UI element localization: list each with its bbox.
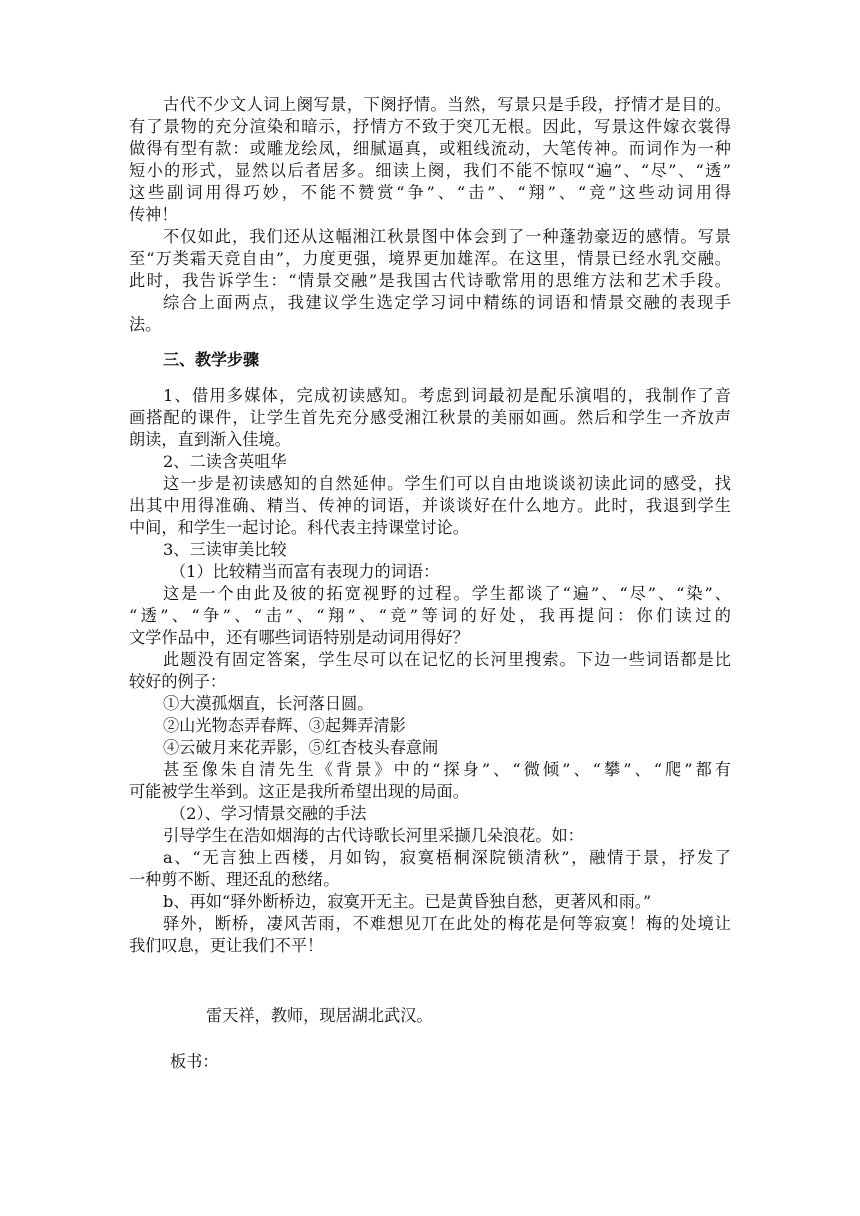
paragraph-line: 出其中用得准确、精当、传神的词语，并谈谈好在什么地方。此时，我退到学生 [129,496,731,515]
paragraph-line: 这些副词用得巧妙，不能不赞赏“争”、“击”、“翔”、“竞”这些动词用得 [129,183,731,202]
paragraph-line: 1、借用多媒体，完成初读感知。考虑到词最初是配乐演唱的，我制作了音 [163,386,731,405]
paragraph-line: 此时，我告诉学生：“情景交融”是我国古代诗歌常用的思维方法和艺术手段。 [129,271,731,290]
paragraph-line: ①大漠孤烟直，长河落日圆。 [163,694,374,713]
paragraph-line: 法。 [129,315,162,334]
paragraph-line: “透”、“争”、“击”、“翔”、“竞”等词的好处，我再提问：你们读过的 [129,606,731,625]
blackboard-label: 板书： [170,1052,219,1071]
paragraph-line: b、再如“驿外断桥边，寂寞开无主。已是黄昏独自愁，更著风和雨。” [163,892,652,911]
paragraph-line: 这是一个由此及彼的拓宽视野的过程。学生都谈了“遍”、“尽”、“染”、 [163,584,731,603]
paragraph-line: ②山光物态弄春辉、③起舞弄清影 [163,716,406,735]
paragraph-line: 朗读，直到渐入佳境。 [129,430,291,449]
paragraph-line: a、“无言独上西楼，月如钩，寂寞梧桐深院锁清秋”，融情于景，抒发了 [163,848,731,867]
section-heading: 三、教学步骤 [163,350,260,369]
paragraph-line: 短小的形式，显然以后者居多。细读上阕，我们不能不惊叹“遍”、“尽”、“透” [129,161,731,180]
paragraph-line: 文学作品中，还有哪些词语特别是动词用得好？ [129,628,469,647]
paragraph-line: ④云破月来花弄影，⑤红杏枝头春意闹 [163,738,439,757]
paragraph-line: 引导学生在浩如烟海的古代诗歌长河里采撷几朵浪花。如： [163,826,584,845]
paragraph-line: 中间，和学生一起讨论。科代表主持课堂讨论。 [129,518,469,537]
paragraph-line: 此题没有固定答案，学生尽可以在记忆的长河里搜索。下边一些词语都是比 [163,650,731,669]
paragraph-line: 我们叹息，更让我们不平！ [129,936,324,955]
paragraph-line: 2、二读含英咀华 [163,452,287,471]
paragraph-line: 驿外，断桥，凄风苦雨，不难想见丌在此处的梅花是何等寂寞！梅的处境让 [163,914,731,933]
paragraph-line: 可能被学生举到。这正是我所希望出现的局面。 [129,782,469,801]
paragraph-line: （2）、学习情景交融的手法 [170,804,367,823]
paragraph-line: 做得有型有款：或雕龙绘凤，细腻逼真，或粗线流动，大笔传神。而词作为一种 [129,139,731,158]
paragraph-line: 一种剪不断、理还乱的愁绪。 [129,870,340,889]
paragraph-line: 有了景物的充分渲染和暗示，抒情方不致于突兀无根。因此，写景这件嫁衣裳得 [129,117,731,136]
paragraph-line: 这一步是初读感知的自然延伸。学生们可以自由地谈谈初读此词的感受，找 [163,474,731,493]
paragraph-line: 传神！ [129,205,178,224]
paragraph-line: 综合上面两点，我建议学生选定学习词中精练的词语和情景交融的表现手 [163,293,731,312]
paragraph-line: （1）比较精当而富有表现力的词语： [170,562,440,581]
paragraph-line: 甚至像朱自清先生《背景》中的“探身”、“微倾”、“攀”、“爬”都有 [163,760,731,779]
paragraph-line: 3、三读审美比较 [163,540,287,559]
paragraph-line: 画搭配的课件，让学生首先充分感受湘江秋景的美丽如画。然后和学生一齐放声 [129,408,731,427]
paragraph-line: 较好的例子： [129,672,227,691]
paragraph-line: 古代不少文人词上阕写景，下阕抒情。当然，写景只是手段，抒情才是目的。 [163,95,731,114]
paragraph-line: 不仅如此，我们还从这幅湘江秋景图中体会到了一种蓬勃豪迈的感情。写景 [163,227,731,246]
author-note: 雷天祥，教师，现居湖北武汉。 [206,1006,433,1025]
paragraph-line: 至“万类霜天竞自由”，力度更强，境界更加雄浑。在这里，情景已经水乳交融。 [129,249,731,268]
